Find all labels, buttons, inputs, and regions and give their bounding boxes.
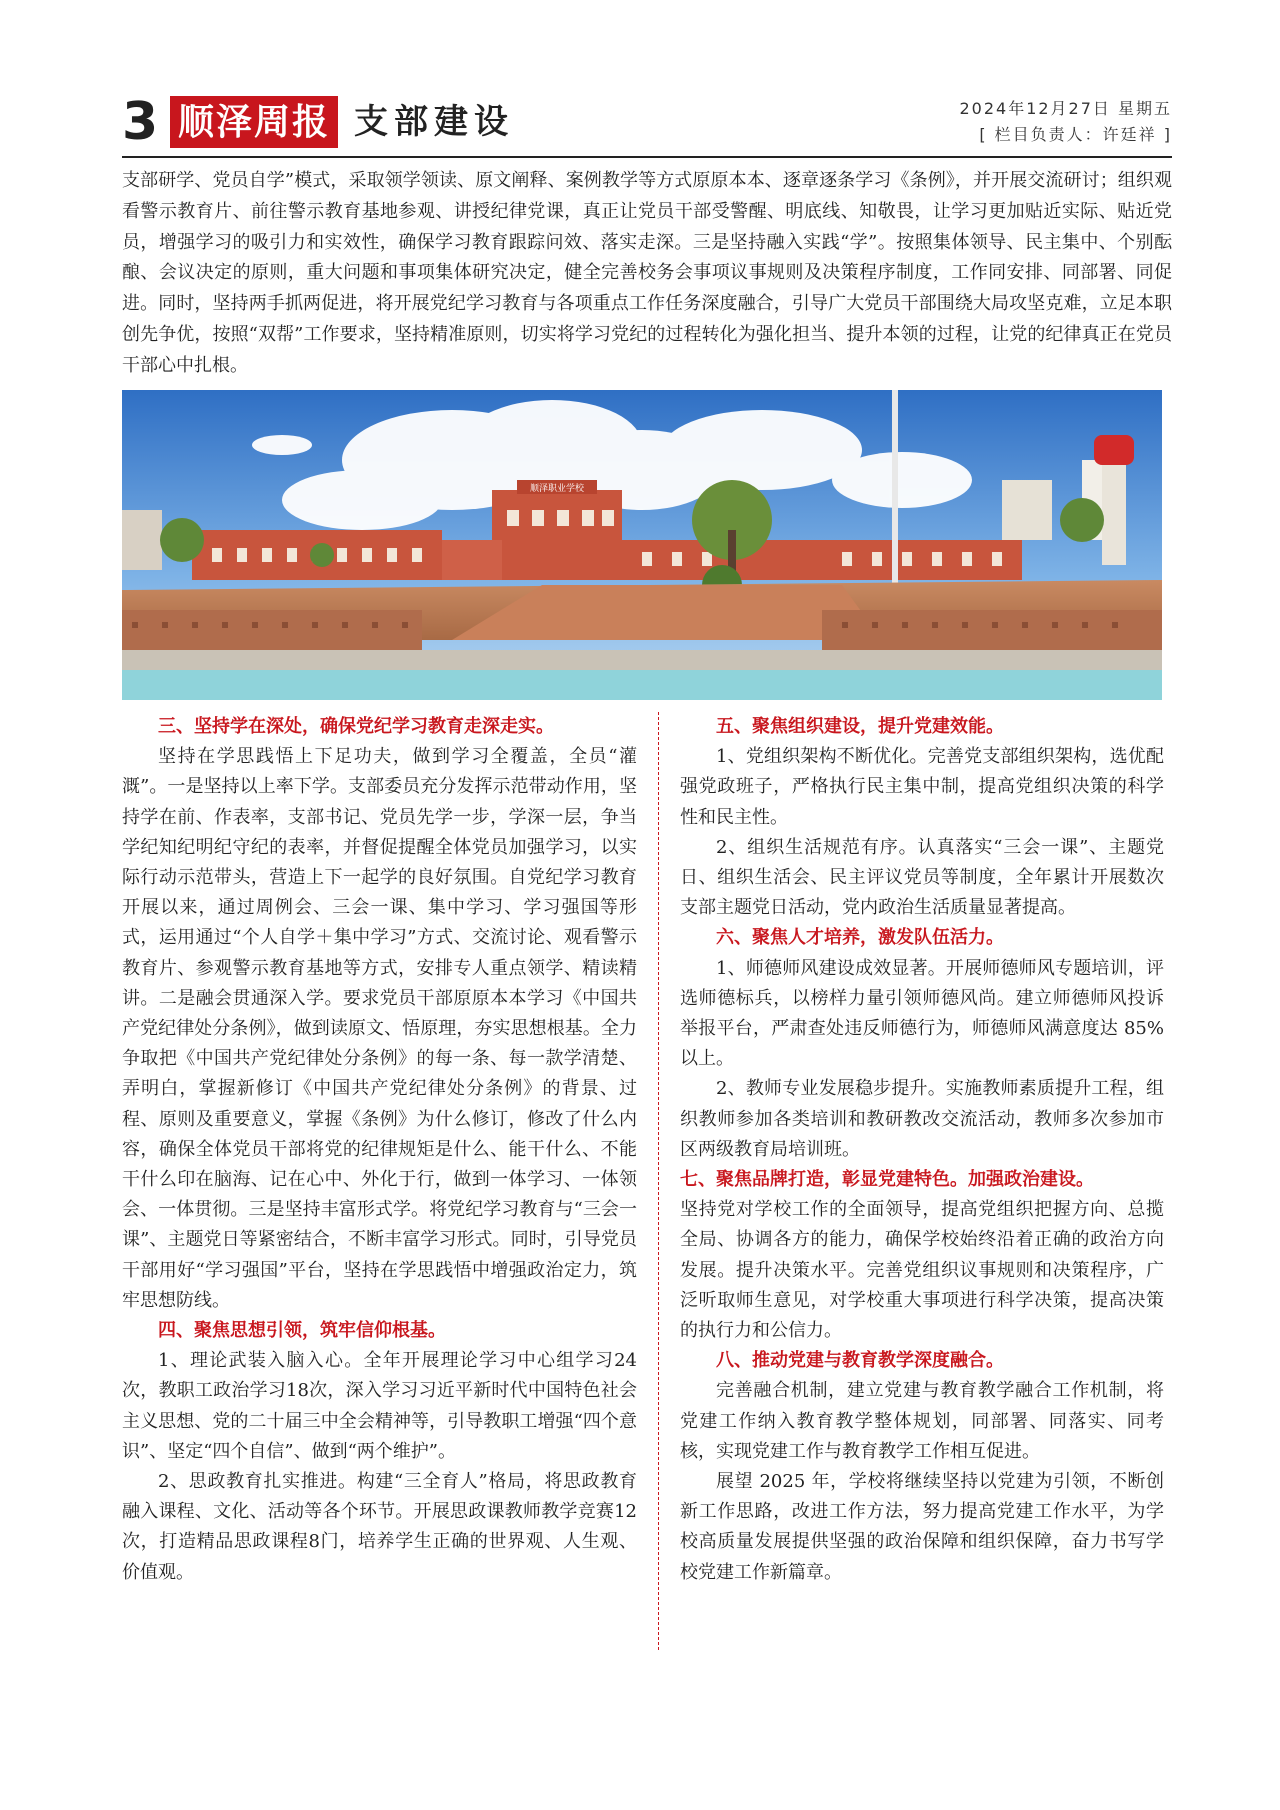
paragraph-section-4a: 1、理论武装入脑入心。全年开展理论学习中心组学习24次，教职工政治学习18次，深入学习习近平新时代中国特色社会主义思想、党的二十届三中全会精神等，引导教职工增强“四个意识”、坚定“四个自信”、做到“两个维护”。 (122, 1350, 637, 1462)
heading-section-7: 七、聚焦品牌打造，彰显党建特色。加强政治建设。 (680, 1169, 1094, 1191)
heading-section-8: 八、推动党建与教育教学深度融合。 (716, 1350, 1004, 1372)
section-title: 支部建设 (354, 102, 514, 142)
paragraph-section-6b: 2、教师专业发展稳步提升。实施教师素质提升工程，组织教师参加各类培训和教研教改交流活动，教师多次参加市区两级教育局培训班。 (680, 1078, 1164, 1160)
issue-date: 2024年12月27日 星期五 (959, 99, 1172, 118)
heading-section-6: 六、聚焦人才培养，激发队伍活力。 (716, 927, 1004, 949)
column-editor: [ 栏目负责人：许廷祥 ] (979, 125, 1172, 144)
paragraph-section-6a: 1、师德师风建设成效显著。开展师德师风专题培训，评选师德标兵，以榜样力量引领师德风尚。建立师德师风投诉举报平台，严肃查处违反师德行为，师德师风满意度达 85% 以上。 (680, 957, 1164, 1070)
masthead-logo: 顺泽周报 (170, 96, 338, 148)
header-rule (122, 156, 1172, 158)
school-photo (122, 390, 1162, 700)
paragraph-section-8: 完善融合机制，建立党建与教育教学融合工作机制，将党建工作纳入教育教学整体规划，同部署、同落实、同考核，实现党建工作与教育教学工作相互促进。 (680, 1380, 1164, 1462)
paragraph-section-4b: 2、思政教育扎实推进。构建“三全育人”格局，将思政教育融入课程、文化、活动等各个环节。开展思政课教师教学竞赛12次，打造精品思政课程8门，培养学生正确的世界观、人生观、价值观。 (122, 1471, 637, 1583)
column-divider (658, 712, 659, 1650)
paragraph-section-5b: 2、组织生活规范有序。认真落实“三会一课”、主题党日、组织生活会、民主评议党员等制度，全年累计开展数次支部主题党日活动，党内政治生活质量显著提高。 (680, 836, 1164, 919)
right-column (680, 712, 1164, 1588)
paragraph-section-7: 坚持党对学校工作的全面领导，提高党组织把握方向、总揽全局、协调各方的能力，确保学校始终沿着正确的政治方向发展。提升决策水平。完善党组织议事规则和决策程序，广泛听取师生意见，对学校重大事项进行科学决策，提高决策的执行力和公信力。 (680, 1199, 1164, 1342)
page-number: 3 (122, 92, 159, 152)
left-column (122, 712, 637, 1588)
intro-paragraph (122, 166, 1172, 382)
paragraph-outlook: 展望 2025 年，学校将继续坚持以党建为引领，不断创新工作思路，改进工作方法，努力提高党建工作水平，为学校高质量发展提供坚强的政治保障和组织保障，奋力书写学校党建工作新篇章。 (680, 1471, 1164, 1583)
heading-section-4: 四、聚焦思想引领，筑牢信仰根基。 (158, 1320, 446, 1342)
heading-section-5: 五、聚焦组织建设，提升党建效能。 (716, 716, 1004, 737)
paragraph-section-3: 坚持在学思践悟上下足功夫，做到学习全覆盖，全员“灌溉”。一是坚持以上率下学。支部委员充分发挥示范带动作用，坚持学在前、作表率，支部书记、党员先学一步，学深一层，争当学纪知纪明纪守纪的表率，并督促提醒全体党员加强学习，以实际行动示范带头，营造上下一起学的良好氛围。自党纪学习教育开展以来，通过周例会、三会一课、集中学习、学习强国等形式，运用通过“个人自学＋集中学习”方式、交流讨论、观看警示教育片、参观警示教育基地等方式，安排专人重点领学、精读精讲。二是融会贯通深入学。要求党员干部原原本本学习《中国共产党纪律处分条例》，做到读原文、悟原理，夯实思想根基。全力争取把《中国共产党纪律处分条例》的每一条、每一款学清楚、弄明白，掌握新修订《中国共产党纪律处分条例》的背景、过程、原则及重要意义，掌握《条例》为什么修订，修改了什么内容，确保全体党员干部将党的纪律规矩是什么、能干什么、不能干什么印在脑海、记在心中、外化于行，做到一体学习、一体领会、一体贯彻。三是坚持丰富形式学。将党纪学习教育与“三会一课”、主题党日等紧密结合，不断丰富学习形式。同时，引导党员干部用好“学习强国”平台，坚持在学思践悟中增强政治定力，筑牢思想防线。 (122, 746, 637, 1311)
page-header (122, 92, 1172, 152)
school-campus-illustration (122, 390, 1162, 700)
paragraph-section-5a: 1、党组织架构不断优化。完善党支部组织架构，选优配强党政班子，严格执行民主集中制，提高党组织决策的科学性和民主性。 (680, 746, 1164, 828)
heading-section-3: 三、坚持学在深处，确保党纪学习教育走深走实。 (158, 716, 554, 737)
intro-text: 支部研学、党员自学”模式，采取领学领读、原文阐释、案例教学等方式原原本本、逐章逐条学习《条例》，并开展交流研讨；组织观看警示教育片、前往警示教育基地参观、讲授纪律党课，真正让党员干部受警醒、明底线、知敬畏，让学习更加贴近实际、贴近党员，增强学习的吸引力和实效性，确保学习教育跟踪问效、落实走深。三是坚持融入实践“学”。按照集体领导、民主集中、个别酝酿、会议决定的原则，重大问题和事项集体研究决定，健全完善校务会事项议事规则及决策程序制度，工作同安排、同部署、同促进。同时，坚持两手抓两促进，将开展党纪学习教育与各项重点工作任务深度融合，引导广大党员干部围绕大局攻坚克难，立足本职创先争优，按照“双帮”工作要求，坚持精准原则，切实将学习党纪的过程转化为强化担当、提升本领的过程，让党的纪律真正在党员干部心中扎根。 (122, 170, 1172, 376)
building-sign: 顺泽职业学校 (529, 484, 585, 494)
